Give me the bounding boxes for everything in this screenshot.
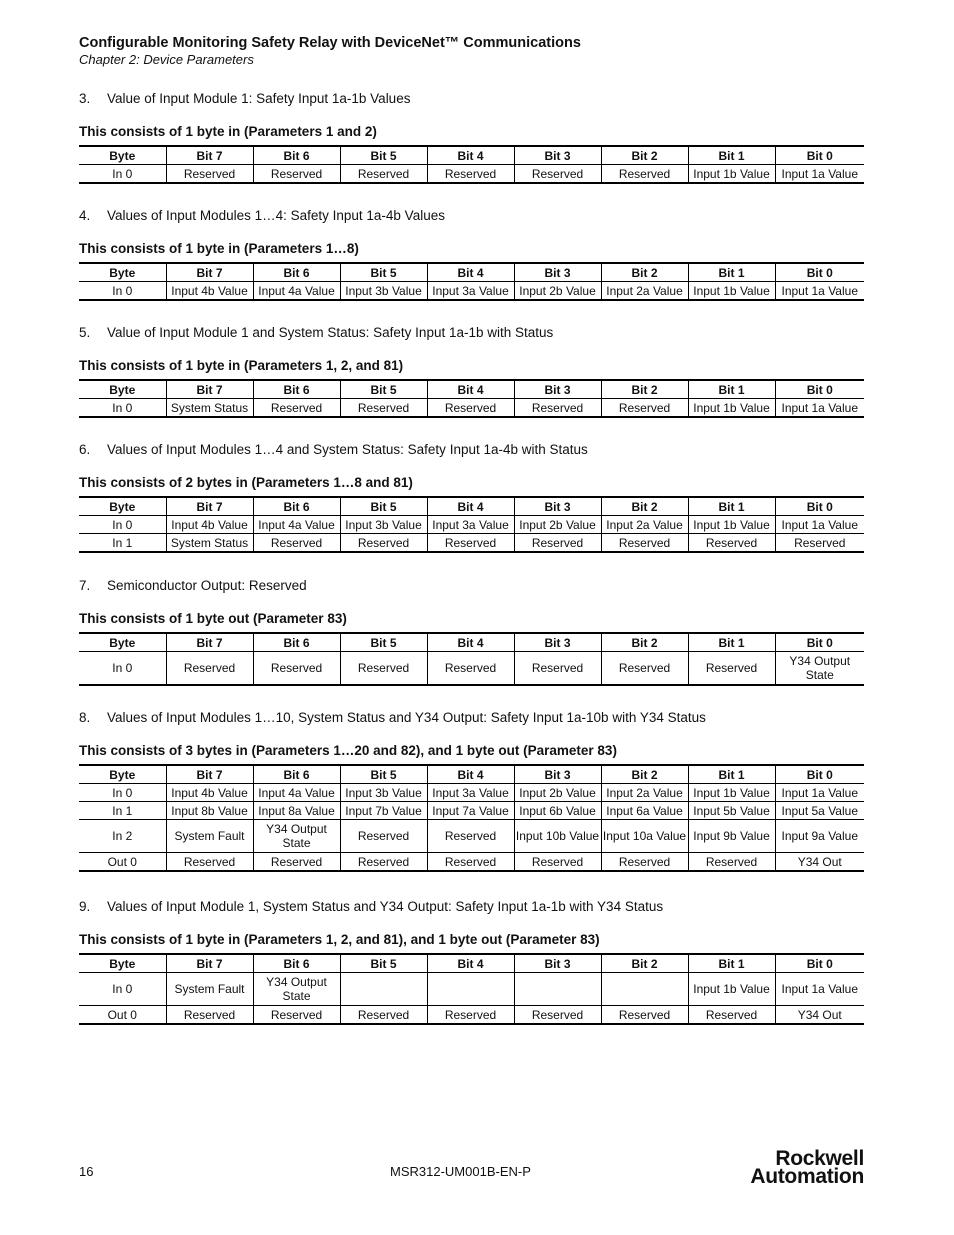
table-row (79, 853, 864, 872)
bit-cell: Input 4b Value (166, 516, 253, 534)
bit-cell: Reserved (340, 853, 427, 872)
column-header: Bit 0 (775, 263, 864, 282)
table-row (79, 282, 864, 301)
column-header: Byte (109, 767, 136, 782)
column-header: Bit 1 (688, 146, 775, 165)
table-caption: This consists of 1 byte in (Parameters 1, 2, and 81), and 1 byte out (Parameter 83) (79, 932, 600, 947)
bit-cell: Input 2b Value (514, 784, 601, 802)
column-header: Bit 2 (601, 497, 688, 516)
section-number: 3. (79, 91, 91, 106)
bit-cell: System Fault (166, 820, 253, 853)
column-header: Bit 7 (166, 633, 253, 652)
byte-cell: In 0 (112, 166, 133, 181)
bit-cell: Reserved (688, 1006, 775, 1025)
bit-cell: Input 1a Value (775, 784, 864, 802)
bit-cell: Reserved (427, 820, 514, 853)
section-heading-text: Values of Input Modules 1…10, System Status and Y34 Output: Safety Input 1a-10b with Y34 Status (107, 710, 706, 725)
bit-cell: Input 8a Value (253, 802, 340, 820)
bit-cell: Input 5a Value (775, 802, 864, 820)
column-header: Bit 5 (340, 380, 427, 399)
chapter-subtitle: Chapter 2: Device Parameters (79, 52, 254, 67)
bit-cell: Reserved (253, 165, 340, 184)
section-7 (79, 898, 864, 1025)
bit-cell: System Fault (166, 973, 253, 1006)
bit-cell: Input 3b Value (340, 784, 427, 802)
bit-cell: Input 9b Value (688, 820, 775, 853)
document-title: Configurable Monitoring Safety Relay with DeviceNet™ Communications (79, 35, 581, 51)
bit-map-table (79, 496, 864, 553)
bit-cell: Input 4b Value (166, 784, 253, 802)
bit-cell: Input 6b Value (514, 802, 601, 820)
bit-cell: Input 1b Value (688, 973, 775, 1006)
table-header-row (79, 146, 864, 165)
bit-cell: Reserved (427, 1006, 514, 1025)
column-header: Bit 4 (427, 146, 514, 165)
bit-cell: Input 5b Value (688, 802, 775, 820)
bit-cell (601, 973, 688, 1006)
bit-cell: System Status (166, 399, 253, 418)
bit-cell: Input 3a Value (427, 282, 514, 301)
column-header: Bit 4 (427, 497, 514, 516)
bit-cell: Reserved (253, 1006, 340, 1025)
column-header: Bit 2 (601, 633, 688, 652)
bit-cell: Reserved (775, 534, 864, 553)
table-caption: This consists of 1 byte out (Parameter 83) (79, 611, 347, 626)
bit-cell (427, 973, 514, 1006)
column-header: Bit 6 (253, 954, 340, 973)
table-header-row (79, 380, 864, 399)
column-header: Bit 0 (775, 765, 864, 784)
column-header: Bit 3 (514, 263, 601, 282)
bit-cell: Y34 Output State (253, 820, 340, 853)
table-header-row (79, 497, 864, 516)
table-row (79, 399, 864, 418)
bit-cell: Input 3a Value (427, 784, 514, 802)
byte-cell: In 1 (112, 535, 133, 550)
column-header: Bit 1 (688, 954, 775, 973)
column-header: Bit 0 (775, 146, 864, 165)
table-row (79, 534, 864, 553)
bit-cell: Input 3a Value (427, 516, 514, 534)
column-header: Bit 3 (514, 954, 601, 973)
column-header: Bit 6 (253, 497, 340, 516)
table-header-row (79, 954, 864, 973)
column-header: Byte (109, 956, 136, 971)
table-row (79, 516, 864, 534)
bit-map-table (79, 145, 864, 184)
bit-cell: Input 7b Value (340, 802, 427, 820)
column-header: Bit 3 (514, 146, 601, 165)
bit-cell: Input 9a Value (775, 820, 864, 853)
byte-cell: In 0 (112, 283, 133, 298)
bit-cell: Reserved (688, 853, 775, 872)
bit-cell: Reserved (427, 399, 514, 418)
bit-cell: Reserved (253, 534, 340, 553)
bit-cell: Reserved (514, 534, 601, 553)
table-caption: This consists of 1 byte in (Parameters 1 and 2) (79, 124, 377, 139)
bit-cell: Input 10a Value (601, 820, 688, 853)
bit-cell: Reserved (601, 652, 688, 686)
bit-cell: Input 1a Value (775, 165, 864, 184)
bit-cell: Reserved (688, 652, 775, 686)
byte-cell: In 0 (112, 517, 133, 532)
bit-cell: Reserved (340, 820, 427, 853)
section-heading (79, 709, 864, 727)
section-number: 7. (79, 578, 91, 593)
bit-cell: Y34 Out (775, 1006, 864, 1025)
bit-cell: Reserved (253, 853, 340, 872)
bit-cell: Reserved (166, 1006, 253, 1025)
rockwell-automation-logo (750, 1147, 864, 1188)
bit-cell: Input 1b Value (688, 282, 775, 301)
section-heading-text: Values of Input Module 1, System Status and Y34 Output: Safety Input 1a-1b with Y34 Status (107, 899, 664, 914)
column-header: Bit 5 (340, 497, 427, 516)
table-row (79, 1006, 864, 1025)
table-caption: This consists of 1 byte in (Parameters 1…8) (79, 241, 359, 256)
column-header: Bit 2 (601, 765, 688, 784)
section-1 (79, 90, 864, 184)
bit-map-table (79, 764, 864, 872)
byte-cell: In 0 (112, 400, 133, 415)
column-header: Bit 2 (601, 146, 688, 165)
bit-cell: Input 4a Value (253, 784, 340, 802)
column-header: Byte (109, 382, 136, 397)
bit-cell: System Status (166, 534, 253, 553)
column-header: Bit 6 (253, 765, 340, 784)
bit-cell: Input 7a Value (427, 802, 514, 820)
bit-cell: Input 2a Value (601, 282, 688, 301)
bit-cell: Reserved (514, 853, 601, 872)
column-header: Bit 5 (340, 765, 427, 784)
bit-cell: Y34 Output State (775, 652, 864, 686)
column-header: Bit 3 (514, 380, 601, 399)
bit-cell: Reserved (514, 1006, 601, 1025)
bit-cell: Input 2a Value (601, 516, 688, 534)
column-header: Byte (109, 635, 136, 650)
section-number: 5. (79, 325, 91, 340)
table-row (79, 802, 864, 820)
bit-cell: Reserved (340, 1006, 427, 1025)
column-header: Byte (109, 148, 136, 163)
column-header: Bit 4 (427, 380, 514, 399)
section-heading (79, 207, 864, 225)
bit-cell: Reserved (253, 652, 340, 686)
table-header-row (79, 765, 864, 784)
logo-line-1: Rockwell (775, 1147, 864, 1170)
section-heading-text: Semiconductor Output: Reserved (107, 578, 307, 593)
table-row (79, 652, 864, 686)
table-row (79, 820, 864, 853)
column-header: Bit 6 (253, 263, 340, 282)
bit-cell: Input 1b Value (688, 399, 775, 418)
bit-cell: Input 1b Value (688, 165, 775, 184)
column-header: Byte (109, 499, 136, 514)
table-header-row (79, 263, 864, 282)
table-row (79, 973, 864, 1006)
page-number: 16 (79, 1164, 94, 1179)
section-number: 4. (79, 208, 91, 223)
byte-cell: Out 0 (107, 854, 137, 869)
column-header: Bit 7 (166, 765, 253, 784)
bit-cell: Reserved (514, 165, 601, 184)
byte-cell: Out 0 (107, 1007, 137, 1022)
logo-line-2: Automation (750, 1165, 864, 1188)
column-header: Bit 0 (775, 954, 864, 973)
bit-cell: Input 6a Value (601, 802, 688, 820)
section-2 (79, 207, 864, 301)
bit-cell: Reserved (340, 399, 427, 418)
section-number: 6. (79, 442, 91, 457)
section-heading (79, 90, 864, 108)
column-header: Bit 3 (514, 765, 601, 784)
table-caption: This consists of 2 bytes in (Parameters 1…8 and 81) (79, 475, 413, 490)
column-header: Bit 4 (427, 263, 514, 282)
column-header: Bit 3 (514, 497, 601, 516)
bit-cell: Y34 Out (775, 853, 864, 872)
table-row (79, 784, 864, 802)
bit-cell: Input 10b Value (514, 820, 601, 853)
byte-cell: In 1 (112, 803, 133, 818)
bit-cell: Input 3b Value (340, 516, 427, 534)
section-number: 9. (79, 899, 91, 914)
bit-cell: Y34 Output State (253, 973, 340, 1006)
section-5 (79, 577, 864, 686)
section-heading (79, 577, 864, 595)
bit-cell: Input 1a Value (775, 399, 864, 418)
section-3 (79, 324, 864, 418)
section-6 (79, 709, 864, 872)
column-header: Bit 1 (688, 633, 775, 652)
bit-cell: Input 1b Value (688, 784, 775, 802)
bit-cell: Input 4a Value (253, 282, 340, 301)
document-id: MSR312-UM001B-EN-P (390, 1164, 531, 1179)
byte-cell: In 0 (112, 661, 133, 675)
bit-cell: Reserved (601, 534, 688, 553)
byte-cell: In 0 (112, 982, 133, 996)
column-header: Bit 7 (166, 146, 253, 165)
column-header: Bit 3 (514, 633, 601, 652)
section-heading-text: Values of Input Modules 1…4 and System Status: Safety Input 1a-4b with Status (107, 442, 588, 457)
column-header: Bit 7 (166, 263, 253, 282)
section-heading-text: Value of Input Module 1 and System Status: Safety Input 1a-1b with Status (107, 325, 554, 340)
bit-cell: Reserved (427, 652, 514, 686)
column-header: Bit 5 (340, 146, 427, 165)
column-header: Bit 1 (688, 263, 775, 282)
bit-cell: Reserved (427, 853, 514, 872)
column-header: Byte (109, 265, 136, 280)
section-heading (79, 324, 864, 342)
bit-cell: Reserved (601, 1006, 688, 1025)
column-header: Bit 7 (166, 380, 253, 399)
section-heading-text: Value of Input Module 1: Safety Input 1a-1b Values (107, 91, 411, 106)
bit-cell: Input 2b Value (514, 282, 601, 301)
column-header: Bit 0 (775, 497, 864, 516)
bit-cell (340, 973, 427, 1006)
column-header: Bit 2 (601, 380, 688, 399)
bit-cell: Reserved (340, 534, 427, 553)
bit-cell: Input 1b Value (688, 516, 775, 534)
column-header: Bit 6 (253, 380, 340, 399)
section-number: 8. (79, 710, 91, 725)
column-header: Bit 6 (253, 146, 340, 165)
bit-cell: Input 1a Value (775, 973, 864, 1006)
column-header: Bit 6 (253, 633, 340, 652)
bit-cell: Reserved (427, 534, 514, 553)
bit-cell: Reserved (427, 165, 514, 184)
table-header-row (79, 633, 864, 652)
section-heading (79, 441, 864, 459)
column-header: Bit 7 (166, 497, 253, 516)
bit-map-table (79, 262, 864, 301)
bit-cell: Reserved (166, 652, 253, 686)
bit-cell: Reserved (166, 853, 253, 872)
bit-map-table (79, 379, 864, 418)
bit-map-table (79, 953, 864, 1025)
bit-map-table (79, 632, 864, 686)
bit-cell: Reserved (514, 399, 601, 418)
bit-cell: Reserved (601, 399, 688, 418)
bit-cell: Reserved (601, 853, 688, 872)
bit-cell: Input 4b Value (166, 282, 253, 301)
bit-cell: Input 4a Value (253, 516, 340, 534)
column-header: Bit 4 (427, 765, 514, 784)
column-header: Bit 7 (166, 954, 253, 973)
table-row (79, 165, 864, 184)
column-header: Bit 5 (340, 263, 427, 282)
section-heading (79, 898, 864, 916)
column-header: Bit 1 (688, 497, 775, 516)
column-header: Bit 2 (601, 954, 688, 973)
bit-cell: Reserved (688, 534, 775, 553)
column-header: Bit 0 (775, 380, 864, 399)
table-caption: This consists of 1 byte in (Parameters 1, 2, and 81) (79, 358, 404, 373)
column-header: Bit 0 (775, 633, 864, 652)
bit-cell (514, 973, 601, 1006)
bit-cell: Input 8b Value (166, 802, 253, 820)
bit-cell: Reserved (340, 165, 427, 184)
bit-cell: Input 2b Value (514, 516, 601, 534)
bit-cell: Input 3b Value (340, 282, 427, 301)
section-4 (79, 441, 864, 553)
column-header: Bit 4 (427, 633, 514, 652)
table-caption: This consists of 3 bytes in (Parameters 1…20 and 82), and 1 byte out (Parameter 83) (79, 743, 617, 758)
byte-cell: In 0 (112, 785, 133, 800)
column-header: Bit 2 (601, 263, 688, 282)
column-header: Bit 1 (688, 380, 775, 399)
bit-cell: Reserved (166, 165, 253, 184)
byte-cell: In 2 (112, 829, 133, 843)
bit-cell: Reserved (601, 165, 688, 184)
document-page (79, 0, 864, 1235)
bit-cell: Reserved (253, 399, 340, 418)
bit-cell: Input 1a Value (775, 282, 864, 301)
bit-cell: Reserved (514, 652, 601, 686)
bit-cell: Input 2a Value (601, 784, 688, 802)
column-header: Bit 4 (427, 954, 514, 973)
column-header: Bit 1 (688, 765, 775, 784)
section-heading-text: Values of Input Modules 1…4: Safety Input 1a-4b Values (107, 208, 445, 223)
column-header: Bit 5 (340, 954, 427, 973)
column-header: Bit 5 (340, 633, 427, 652)
bit-cell: Input 1a Value (775, 516, 864, 534)
bit-cell: Reserved (340, 652, 427, 686)
